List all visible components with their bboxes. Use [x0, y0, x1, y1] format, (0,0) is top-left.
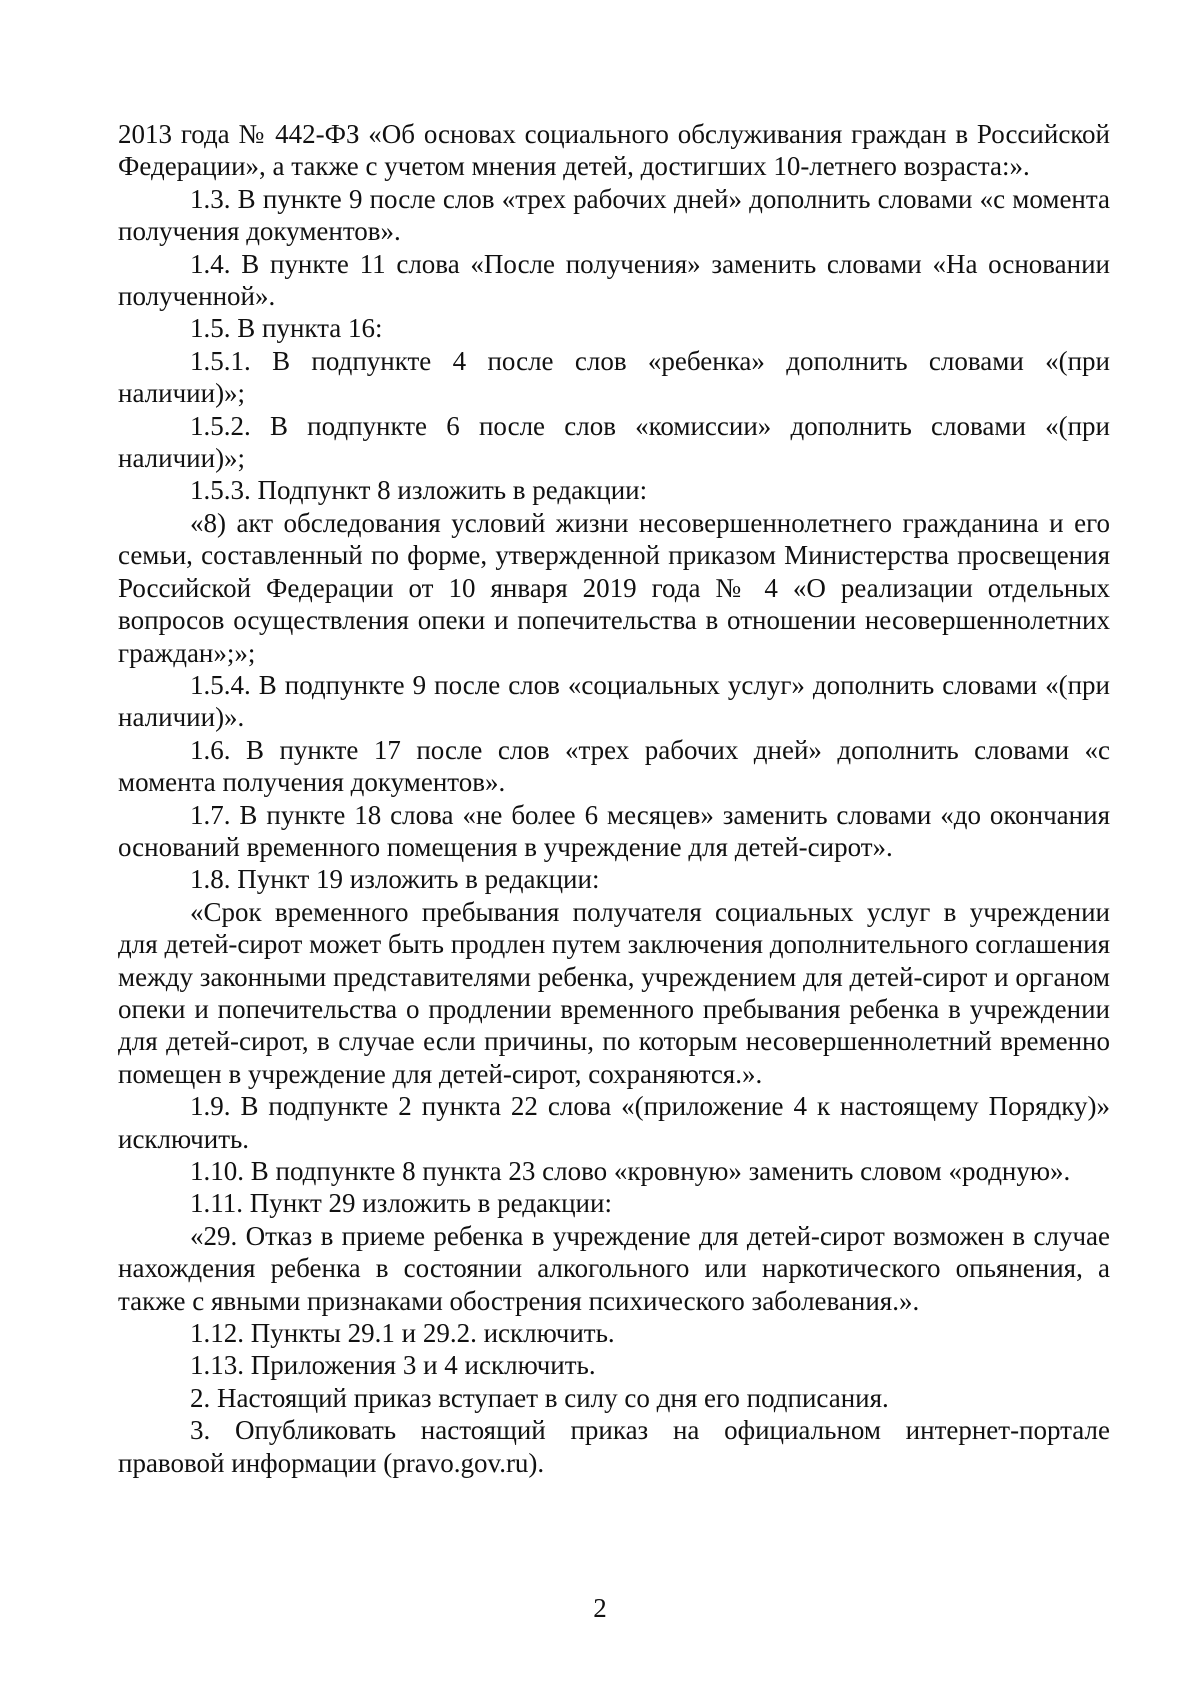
paragraph-1-3: 1.3. В пункте 9 после слов «трех рабочих дней» дополнить словами «с момента получения документов». [118, 183, 1110, 247]
paragraph-1-10: 1.10. В подпункте 8 пункта 23 слово «кровную» заменить словом «родную». [190, 1156, 1071, 1186]
paragraph-1-13: 1.13. Приложения 3 и 4 исключить. [190, 1350, 596, 1381]
paragraph-1-6: 1.6. В пункте 17 после слов «трех рабочих дней» дополнить словами «с момента получения документов». [118, 734, 1110, 798]
paragraph-1-7: 1.7. В пункте 18 слова «не более 6 месяцев» заменить словами «до окончания оснований временного помещения в учреждение для детей-сирот». [118, 799, 1110, 862]
paragraph-1-12: 1.12. Пункты 29.1 и 29.2. исключить. [190, 1318, 615, 1349]
paragraph-1-11: 1.11. Пункт 29 изложить в редакции: [190, 1188, 612, 1219]
paragraph-quote-29: «29. Отказ в приеме ребенка в учреждение для детей-сирот возможен в случае нахождения ребенка в состоянии алкогольного или наркотического опьянения, а также с явными признаками обострения психического заболевания.». [118, 1220, 1110, 1316]
paragraph-1-5: 1.5. В пункта 16: [190, 313, 383, 344]
paragraph-2: 2. Настоящий приказ вступает в силу со дня его подписания. [190, 1382, 889, 1413]
paragraph-continuation: 2013 года № 442-ФЗ «Об основах социального обслуживания граждан в Российской Федерации», а также с учетом мнения детей, достигших 10-летнего возраста:». [118, 119, 1110, 182]
paragraph-1-5-2: 1.5.2. В подпункте 6 после слов «комиссии» дополнить словами «(при наличии)»; [118, 410, 1110, 474]
paragraph-1-8: 1.8. Пункт 19 изложить в редакции: [190, 864, 600, 895]
paragraph-quote-19: «Срок временного пребывания получателя социальных услуг в учреждении для детей-сирот может быть продлен путем заключения дополнительного соглашения между законными представителями ребенка, учреждением для детей-сирот и органом опеки и попечительства о продлении временного пребывания ребенка в учреждении для детей-сирот, в случае если причины, по которым несовершеннолетний временно помещен в учреждение для детей-сирот, сохраняются.». [118, 896, 1110, 1089]
page-number: 2 [593, 1593, 607, 1623]
paragraph-1-4: 1.4. В пункте 11 слова «После получения» заменить словами «На основании полученной». [118, 248, 1110, 312]
paragraph-1-9: 1.9. В подпункте 2 пункта 22 слова «(приложение 4 к настоящему Порядку)» исключить. [118, 1091, 1110, 1154]
paragraph-1-5-4: 1.5.4. В подпункте 9 после слов «социальных услуг» дополнить словами «(при наличии)». [118, 669, 1110, 733]
paragraph-3: 3. Опубликовать настоящий приказ на официальном интернет-портале правовой информации (pravo.gov.ru). [118, 1415, 1110, 1478]
paragraph-1-5-1: 1.5.1. В подпункте 4 после слов «ребенка» дополнить словами «(при наличии)»; [118, 345, 1110, 409]
paragraph-quote-8: «8) акт обследования условий жизни несовершеннолетнего гражданина и его семьи, составленный по форме, утвержденной приказом Министерства просвещения Российской Федерации от 10 января 2019 года № 4 «О реализации отдельных вопросов осуществления опеки и попечительства в отношении несовершеннолетних граждан»;»; [118, 507, 1110, 668]
paragraph-1-5-3: 1.5.3. Подпункт 8 изложить в редакции: [190, 475, 648, 506]
document-body [118, 118, 1110, 1479]
